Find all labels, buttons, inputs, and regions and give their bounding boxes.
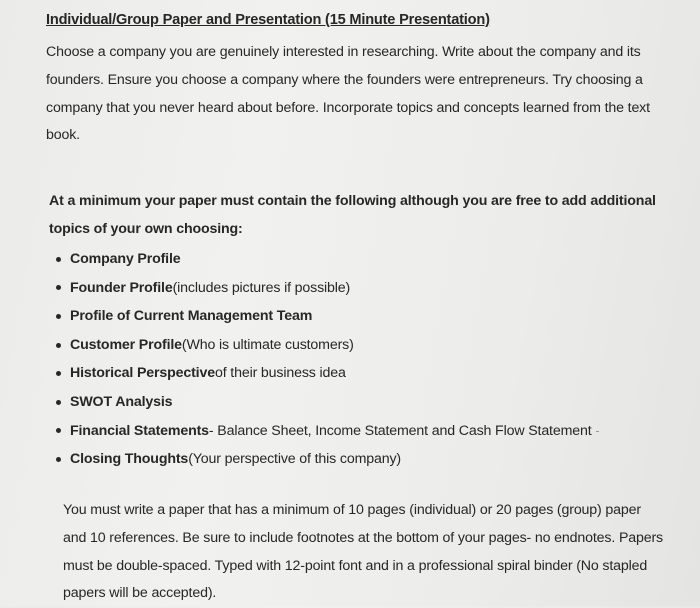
topic-detail: (Who is ultimate customers): [181, 336, 354, 353]
list-item: [51, 331, 592, 360]
list-item: [51, 245, 592, 274]
list-item: [51, 388, 592, 417]
topic-title: SWOT Analysis: [70, 393, 173, 410]
assignment-heading: Individual/Group Paper and Presentation (15 Minute Presentation): [46, 12, 490, 28]
bullet-icon: [56, 314, 61, 319]
topic-detail: (includes pictures if possible): [172, 279, 351, 296]
list-item: [51, 302, 592, 331]
bullet-icon: [56, 400, 61, 405]
topic-title: Customer Profile: [70, 336, 182, 353]
list-item: [51, 274, 592, 303]
list-item: [51, 359, 592, 388]
bullet-icon: [56, 457, 61, 462]
bullet-icon: [56, 371, 61, 376]
topic-detail: (Your perspective of this company): [188, 451, 401, 468]
topic-title: Founder Profile: [70, 279, 173, 296]
topic-title: Company Profile: [70, 251, 181, 267]
requirements-intro: At a minimum your paper must contain the following although you are free to add additional topics of your own choosing:: [49, 193, 656, 237]
bullet-icon: [56, 285, 61, 290]
topic-title: Profile of Current Management Team: [70, 308, 313, 325]
required-topics-list: [51, 245, 592, 474]
topic-detail: of their business idea: [214, 365, 346, 382]
list-item: [51, 417, 592, 446]
topic-title: Financial Statements: [70, 422, 209, 439]
bullet-icon: [56, 343, 61, 348]
list-item: [51, 445, 592, 474]
topic-title: Historical Perspective: [70, 365, 215, 382]
topic-title: Closing Thoughts: [70, 451, 189, 468]
bullet-icon: [56, 428, 61, 433]
topic-detail: - Balance Sheet, Income Statement and Cash Flow Statement: [208, 422, 592, 439]
stray-mark: [596, 431, 599, 432]
closing-paragraph: You must write a paper that has a minimum of 10 pages (individual) or 20 pages (group) paper and 10 references. Be sure to include footnotes at the bottom of your pages- no endnotes. Papers must be double-spaced. Typed with 12-point font and in a professional spiral binder (No stapled papers will be accepted).: [63, 502, 663, 602]
intro-paragraph: Choose a company you are genuinely interested in researching. Write about the company and its founders. Ensure you choose a company where the founders were entrepreneurs. Try choosing a company that you never heard about before. Incorporate topics and concepts learned from the text book.: [46, 44, 650, 144]
bullet-icon: [56, 257, 61, 262]
